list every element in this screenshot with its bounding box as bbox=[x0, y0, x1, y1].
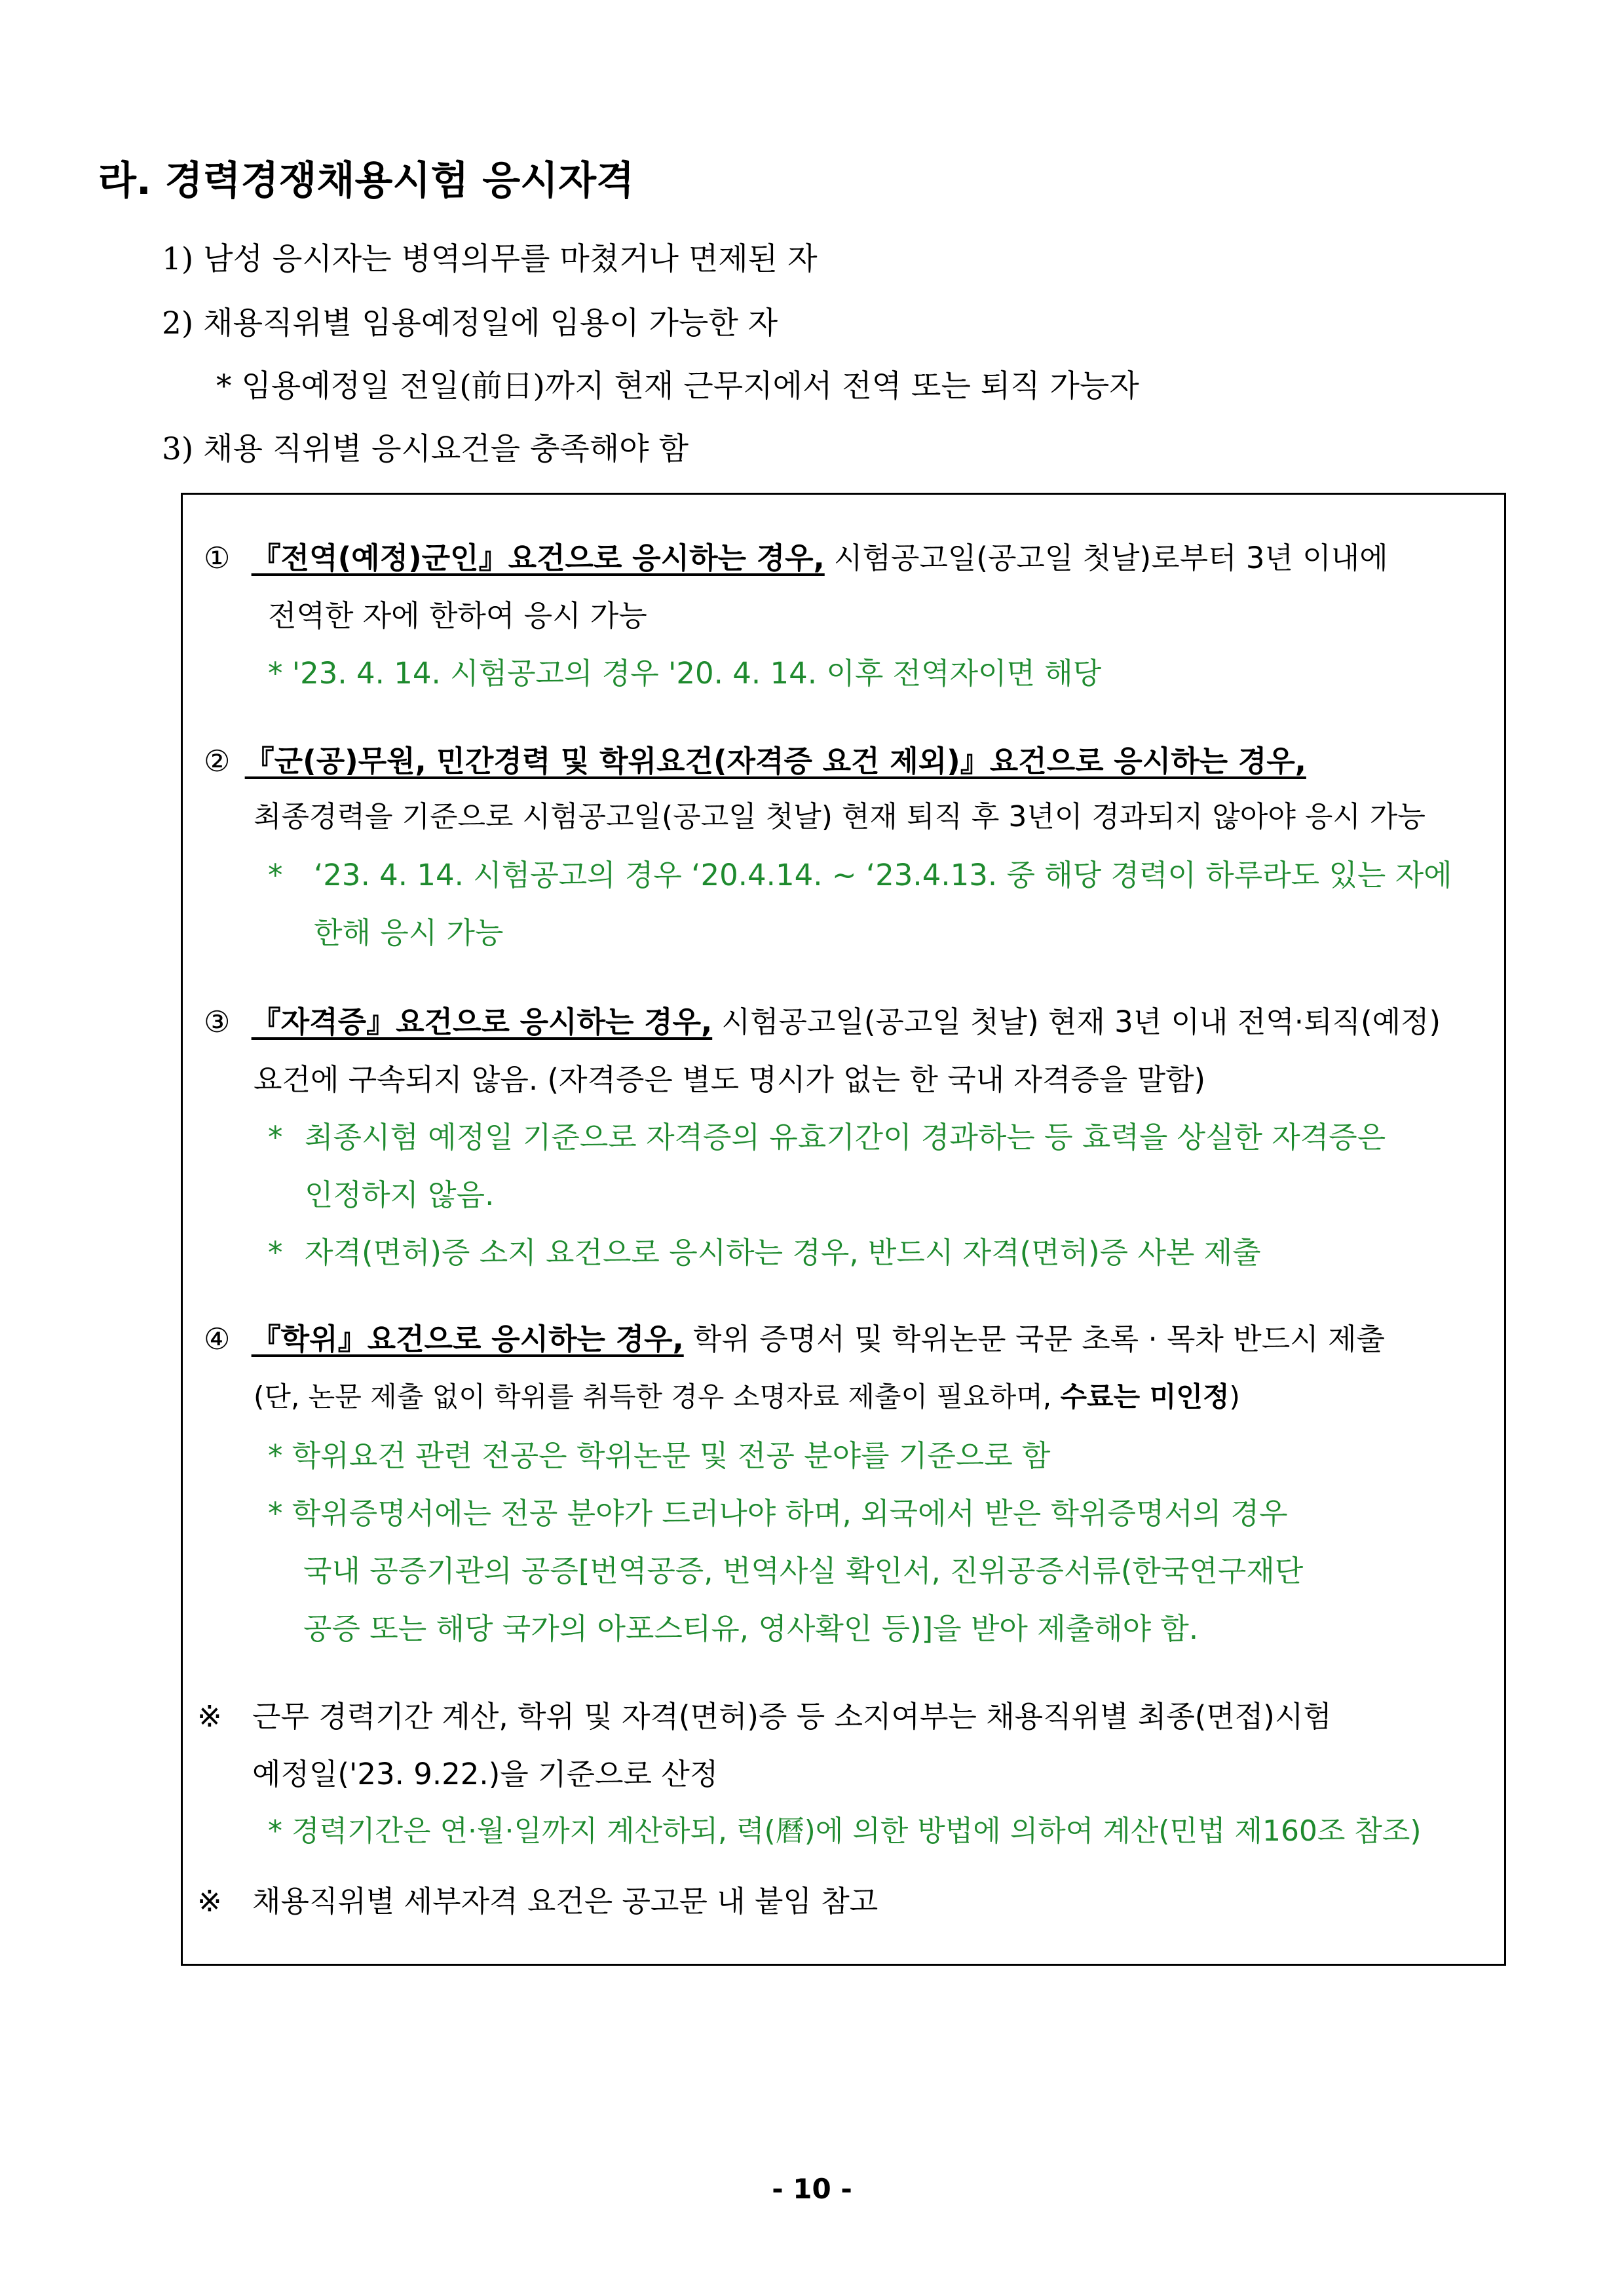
remark-1-line-1: 근무 경력기간 계산, 학위 및 자격(면허)증 등 소지여부는 채용직위별 최종(면접)시험 bbox=[252, 1699, 1332, 1734]
section-4-line-2-text: (단, 논문 제출 없이 학위를 취득한 경우 소명자료 제출이 필요하며, bbox=[254, 1381, 1061, 1413]
section-2-heading: 『군(공)무원, 민간경력 및 학위요건(자격증 요건 제외)』요건으로 응시하는 경우, bbox=[244, 744, 1306, 778]
section-4-number: ④ bbox=[204, 1322, 231, 1356]
section-2-line-1 bbox=[204, 744, 1306, 779]
remark-1-mark: ※ bbox=[197, 1699, 222, 1734]
section-3-note-1: 최종시험 예정일 기준으로 자격증의 유효기간이 경과하는 등 효력을 상실한 자격증은 bbox=[305, 1120, 1386, 1155]
condition-2: 2) 채용직위별 임용예정일에 임용이 가능한 자 bbox=[162, 305, 778, 341]
section-4-note-1: * 학위요건 관련 전공은 학위논문 및 전공 분야를 기준으로 함 bbox=[268, 1438, 1051, 1473]
section-3-number: ③ bbox=[204, 1004, 231, 1039]
section-2-note-star: * bbox=[268, 858, 283, 892]
section-4-heading: 『학위』요건으로 응시하는 경우, bbox=[251, 1322, 684, 1356]
section-3-note-2-star: * bbox=[268, 1235, 283, 1270]
section-4-bold-note: 수료는 미인정 bbox=[1060, 1381, 1230, 1413]
remark-2-mark: ※ bbox=[197, 1884, 222, 1919]
section-1-line-1 bbox=[204, 541, 1388, 576]
requirements-box bbox=[181, 493, 1506, 1966]
section-3-note-2: 자격(면허)증 소지 요건으로 응시하는 경우, 반드시 자격(면허)증 사본 제출 bbox=[305, 1235, 1261, 1270]
section-3-note-1-cont: 인정하지 않음. bbox=[305, 1177, 495, 1212]
section-4-line-2 bbox=[254, 1381, 1240, 1413]
section-1-heading: 『전역(예정)군인』요건으로 응시하는 경우, bbox=[251, 541, 825, 575]
condition-1: 1) 남성 응시자는 병역의무를 마쳤거나 면제된 자 bbox=[162, 241, 818, 277]
condition-3: 3) 채용 직위별 응시요건을 충족해야 함 bbox=[162, 431, 689, 467]
section-1-rest: 시험공고일(공고일 첫날)로부터 3년 이내에 bbox=[824, 541, 1388, 575]
remark-1-line-2: 예정일('23. 9.22.)을 기준으로 산정 bbox=[252, 1757, 719, 1791]
section-1-line-2: 전역한 자에 한하여 응시 가능 bbox=[268, 598, 647, 633]
section-3-heading: 『자격증』요건으로 응시하는 경우, bbox=[251, 1004, 713, 1039]
section-2-number: ② bbox=[204, 744, 231, 778]
section-3-note-1-star: * bbox=[268, 1120, 283, 1155]
section-4-line-2-end: ) bbox=[1229, 1381, 1240, 1413]
section-3-line-2: 요건에 구속되지 않음. (자격증은 별도 명시가 없는 한 국내 자격증을 말함) bbox=[254, 1062, 1206, 1097]
section-4-note-2: * 학위증명서에는 전공 분야가 드러나야 하며, 외국에서 받은 학위증명서의 경우 bbox=[268, 1496, 1288, 1531]
section-title: 라. 경력경쟁채용시험 응시자격 bbox=[98, 158, 635, 204]
section-4-line-1 bbox=[204, 1322, 1385, 1357]
section-4-note-2-cont-1: 국내 공증기관의 공증[번역공증, 번역사실 확인서, 진위공증서류(한국연구재단 bbox=[303, 1554, 1304, 1588]
section-2-line-2: 최종경력을 기준으로 시험공고일(공고일 첫날) 현재 퇴직 후 3년이 경과되지 않아야 응시 가능 bbox=[254, 800, 1426, 833]
page-number: - 10 - bbox=[772, 2173, 852, 2205]
section-4-rest: 학위 증명서 및 학위논문 국문 초록 · 목차 반드시 제출 bbox=[683, 1322, 1385, 1356]
section-3-line-1 bbox=[204, 1004, 1441, 1040]
section-1-number: ① bbox=[204, 541, 231, 575]
section-3-rest: 시험공고일(공고일 첫날) 현재 3년 이내 전역·퇴직(예정) bbox=[712, 1004, 1441, 1039]
section-2-note-2: 한해 응시 가능 bbox=[314, 915, 504, 950]
remark-2-line-1: 채용직위별 세부자격 요건은 공고문 내 붙임 참고 bbox=[252, 1884, 878, 1919]
remark-1-note: * 경력기간은 연·월·일까지 계산하되, 력(曆)에 의한 방법에 의하여 계산(민법 제160조 참조) bbox=[268, 1814, 1422, 1848]
section-4-note-2-cont-2: 공증 또는 해당 국가의 아포스티유, 영사확인 등)]을 받아 제출해야 함. bbox=[303, 1611, 1199, 1646]
section-2-note-1: ‘23. 4. 14. 시험공고의 경우 ‘20.4.14. ~ ‘23.4.13. 중 해당 경력이 하루라도 있는 자에 bbox=[314, 858, 1452, 892]
section-1-note: * '23. 4. 14. 시험공고의 경우 '20. 4. 14. 이후 전역자이면 해당 bbox=[268, 656, 1102, 691]
condition-2-note: * 임용예정일 전일(前日)까지 현재 근무지에서 전역 또는 퇴직 가능자 bbox=[216, 368, 1139, 404]
